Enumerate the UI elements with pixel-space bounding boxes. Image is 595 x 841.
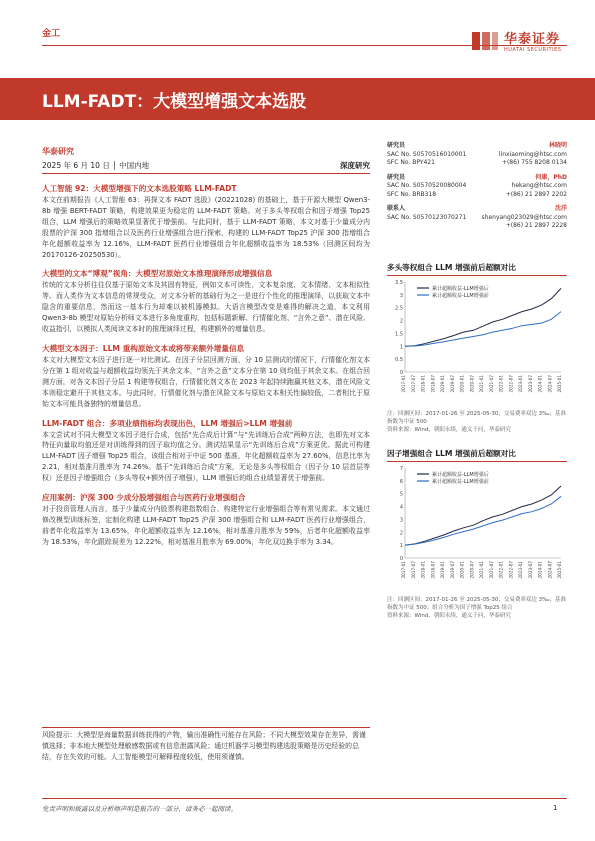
analyst-email[interactable]: shenyang023029@htsc.com [481,213,567,221]
analyst-role: 研究员 [387,173,406,181]
legend-label: 累计超额收益-LLM增强前 [432,479,489,485]
section-block [42,343,370,410]
report-title: LLM-FADT：大模型增强文本选股 [42,92,307,112]
y-tick-label: 3 [399,517,403,524]
x-tick-label: 2021-01 [479,375,484,393]
x-tick-label: 2017-01 [401,375,406,393]
chart2-note: 注：回测区间：2017-01-26 至 2025-05-30；交易费率双边 3‰；基准指数为中证 500；组合分析为因子增强 Top25 组合 [387,597,567,611]
x-tick-label: 2025-01 [557,375,562,393]
y-tick-label: 3 [399,292,403,299]
x-tick-label: 2020-01 [459,375,465,393]
section-heading: 人工智能 92：大模型增强下的文本选股策略 LLM-FADT [42,184,237,193]
y-tick-label: 4 [399,504,403,511]
analyst-email[interactable]: linxiaoming@htsc.com [498,150,567,158]
legend-label: 累计超额收益-LLM增强后 [432,286,489,292]
analyst-card [387,142,567,168]
series-line-2 [405,312,561,347]
main-content [42,183,370,556]
legend-label: 累计超额收益-LLM增强后 [432,472,489,478]
y-tick-label: 3.5 [395,280,403,286]
x-tick-label: 2021-01 [479,561,484,579]
chart2-panel [387,448,567,620]
x-tick-label: 2021-07 [488,375,494,393]
company-logo [470,28,561,53]
x-tick-label: 2017-07 [410,375,416,393]
analyst-sfc: SFC No. BPY421 [387,159,435,166]
analyst-role: 联系人 [387,205,406,212]
chart1-title: 多头等权组合 LLM 增强前后超额对比 [387,262,567,276]
analyst-card [387,174,567,200]
x-tick-label: 2021-07 [488,561,494,579]
x-tick-label: 2017-01 [401,561,406,579]
report-kind: 深度研究 [340,161,370,170]
x-tick-label: 2024-01 [537,375,543,393]
y-tick-label: 7 [399,466,403,472]
analyst-panel [387,142,567,231]
y-tick-label: 0 [399,370,403,376]
analyst-email[interactable]: hekang@htsc.com [511,182,567,189]
chart1-source: 资料来源：Wind，朝阳永续，通义千问，华泰研究 [387,427,511,433]
section-heading: LLM-FADT 组合：多项业绩指标均表现出色，LLM 增强后>LLM 增强前 [42,418,293,428]
huatai-logo-icon [470,29,500,53]
analyst-sfc: SFC No. BRB318 [387,190,437,198]
x-tick-label: 2019-01 [440,561,445,579]
x-tick-label: 2022-07 [508,561,514,579]
chart1-note: 注：回测区间：2017-01-26 至 2025-05-30；交易费率双边 3‰；基准指数为中证 500 [387,411,567,425]
analyst-sac: SAC No. S0570123070271 [387,213,467,221]
section-text: 本文对大模型文本因子进行逐一对比测试。在因子分层回测方面，分 10 层测试的情况下，行情催化剂文本分在第 1 组对收益与超额收益均领先于其余文本，“言外之意”文本分在第 10 则均低于其余文本。在组合回测方面，对各文本因子分层 1 构建等权组合，行情催化剂文本在 2023 年起持续跑赢其他文本，潜在风险文本则稳定避开于其他文本。与此同时，行情催化剂与潜在风险文本与原始文本相关性偏较低，二者相比于原始文本可能具备独特的增量信息。 [42,355,370,408]
x-tick-label: 2022-01 [498,561,504,579]
legend-label: 累计超额收益-LLM增强前 [432,293,489,299]
x-tick-label: 2018-07 [430,561,436,579]
analyst-phone: +(86) 21 2897 2228 [505,222,567,229]
x-tick-label: 2023-07 [527,375,533,393]
x-tick-label: 2020-07 [469,375,475,393]
y-tick-label: 0.5 [395,357,403,364]
analyst-role: 研究员 [387,142,406,149]
section-text: 传统的文本分析往往仅基于原始文本及其固有特征，例如文本可读性、文本复杂度、文本情绪、文本相似性等。而人类作为文本信息的常规受众，对文本分析的基础行为之一是进行个性化的推理演绎，以获取文本中隐含的重要信息，然而这一基本行为却难以被机器模拟。大语言模型改变是难得的解决之道，本文利用 Qwen3-8b 模型对原始分析师文本进行多角度重构，包括标题新解、行情催化剂、“言外之意”、潜在风险、收益指引，以模拟人类阅读文本时的推理演绎过程，构建额外的增量信息。 [42,281,370,334]
x-tick-label: 2017-07 [410,561,416,579]
y-tick-label: 2.5 [395,305,403,312]
footer-divider [42,798,567,799]
section-heading: 应用案例：沪深 300 少成分股增强组合与医药行业增强组合 [42,493,246,503]
chart2-source: 资料来源：Wind，朝阳永续，通义千问，华泰研究 [387,613,511,619]
chart1-svg [387,276,567,406]
logo-cn-text: 华泰证券 [504,32,561,47]
x-tick-label: 2025-01 [557,561,562,579]
x-tick-label: 2020-07 [469,561,475,579]
chart2-svg [387,462,567,592]
chart2-title: 因子增强组合 LLM 增强前后超额对比 [387,448,567,462]
y-tick-label: 1 [399,543,403,550]
x-tick-label: 2024-07 [547,375,553,393]
section-text: 本文尝试对不同大模型文本因子进行合成，包括“先合成后计算”与“先训练后合成”两种方法，也即先对文本特征向量取均值还是对训练得到的因子取均值之分。测试结果显示“先训练后合成”方案更优。据此可构建 LLM-FADT 因子增强 Top25 组合，该组合相对于中证 500 基准，年化超额收益率为 27.60%，信息比率为 2.21，相对基准月胜率为 74.26%。基于“先训练后合成”方案，无论是多头等权组合（因子分 10 层首层等权）还是因子增强组合（多头等权+额外因子增强），LLM 增强后的组合业绩显著优于增强前。 [42,430,370,483]
x-tick-label: 2023-01 [518,561,523,579]
chart1-panel [387,262,567,434]
analyst-sac: SAC No. S0570516010001 [387,150,467,158]
x-tick-label: 2023-07 [527,561,533,579]
analyst-name: 沈洋 [554,205,567,212]
section-heading: 大模型文本因子：LLM 重构原始文本或将带来额外增量信息 [42,343,245,353]
section-block [42,418,370,485]
section-text: 本文在前期报告《人工智能 63：再探文本 FADT 选股》(20221028) 的基础上，基于开源大模型 Qwen3-8b 增强 BERT-FADT 策略，构建效果更为稳定的 LLM-FADT 策略。对于多头等权组合和因子增强 Top25 组合，LLM 增强后的策略效果显著优于增强前。与此同时，基于 LLM-FADT 策略，本文对基于少量成分内股票的沪深 300 指增组合以及医药行业增强组合进行探索，构建的 LLM-FADT Top25 沪深 300 指增组合年化超额收益率为 12.16%，LLM-FADT 医药行业增强组合年化超额收益率为 18.53%（回测区间均为 20170126-20250530）。 [42,196,370,259]
logo-en-text: HUATAI SECURITIES [504,47,562,53]
report-date: 2025 年 6 月 10 日 │ 中国内地 [42,161,150,170]
analyst-card [387,205,567,231]
section-text: 对于投资管理人而言，基于少量成分内股票构建指数组合、构建特定行业增强组合等有常见需求。本文通过修改模型训练标签，定制化构建 LLM-FADT Top25 沪深 300 增强组合和 LLM-FADT 医药行业增强组合，前者年化收益率为 13.65%，年化超额收益率为 12.16%，相对基准月胜率为 59%，后者年化超额收益率为 18.53%，年化跟踪误差为 12.22%，相对基准月胜率为 69.00%，年化双边换手率为 3.34。 [42,505,370,546]
x-tick-label: 2019-07 [449,561,455,579]
y-tick-label: 2 [399,530,403,537]
section-block [42,183,370,260]
date-row [42,160,370,174]
x-tick-label: 2023-01 [518,375,523,393]
analyst-phone: +(86) 21 2897 2202 [505,190,567,198]
section-block [42,268,370,335]
x-tick-label: 2019-01 [440,375,445,393]
x-tick-label: 2022-07 [508,375,514,393]
section-heading: 大模型的文本“博观”视角：大模型对原始文本推理演绎形成增强信息 [42,269,273,279]
x-tick-label: 2022-01 [498,375,504,393]
y-tick-label: 6 [399,478,403,485]
x-tick-label: 2019-07 [449,375,455,393]
y-tick-label: 1.5 [395,331,403,338]
report-type-label: 华泰研究 [42,147,74,156]
series-line-1 [405,486,561,545]
page-number: 1 [553,804,558,812]
section-block [42,492,370,548]
y-tick-label: 5 [399,491,403,498]
x-tick-label: 2024-01 [537,561,543,579]
x-tick-label: 2024-07 [547,561,553,579]
y-tick-label: 1 [399,344,403,351]
x-tick-label: 2018-07 [430,375,436,393]
analyst-sac: SAC No. S0570520080004 [387,182,467,189]
y-tick-label: 2 [399,318,403,325]
risk-warning: 风险提示：大模型是海量数据训练获得的产物，输出准确性可能存在风险；不同大模型效果存在差异，需谨慎选择；非本地大模型处理敏感数据或有信息泄露风险；通过机器学习模型构建选股策略是历史经验的总结，存在失效的可能。人工智能模型可解释程度较低，使用须谨慎。 [42,727,370,763]
analyst-name: 何康，PhD [535,173,567,181]
y-tick-label: 0 [399,556,403,562]
x-tick-label: 2018-01 [420,561,426,579]
analyst-phone: +(86) 755 8208 0134 [501,159,567,166]
analyst-name: 林晓明 [548,142,567,149]
x-tick-label: 2020-01 [459,561,465,579]
x-tick-label: 2018-01 [420,375,426,393]
report-category: 金工 [42,29,61,39]
footer-disclaimer: 免责声明和披露以及分析师声明是报告的一部分，请务必一起阅读。 [42,805,237,813]
